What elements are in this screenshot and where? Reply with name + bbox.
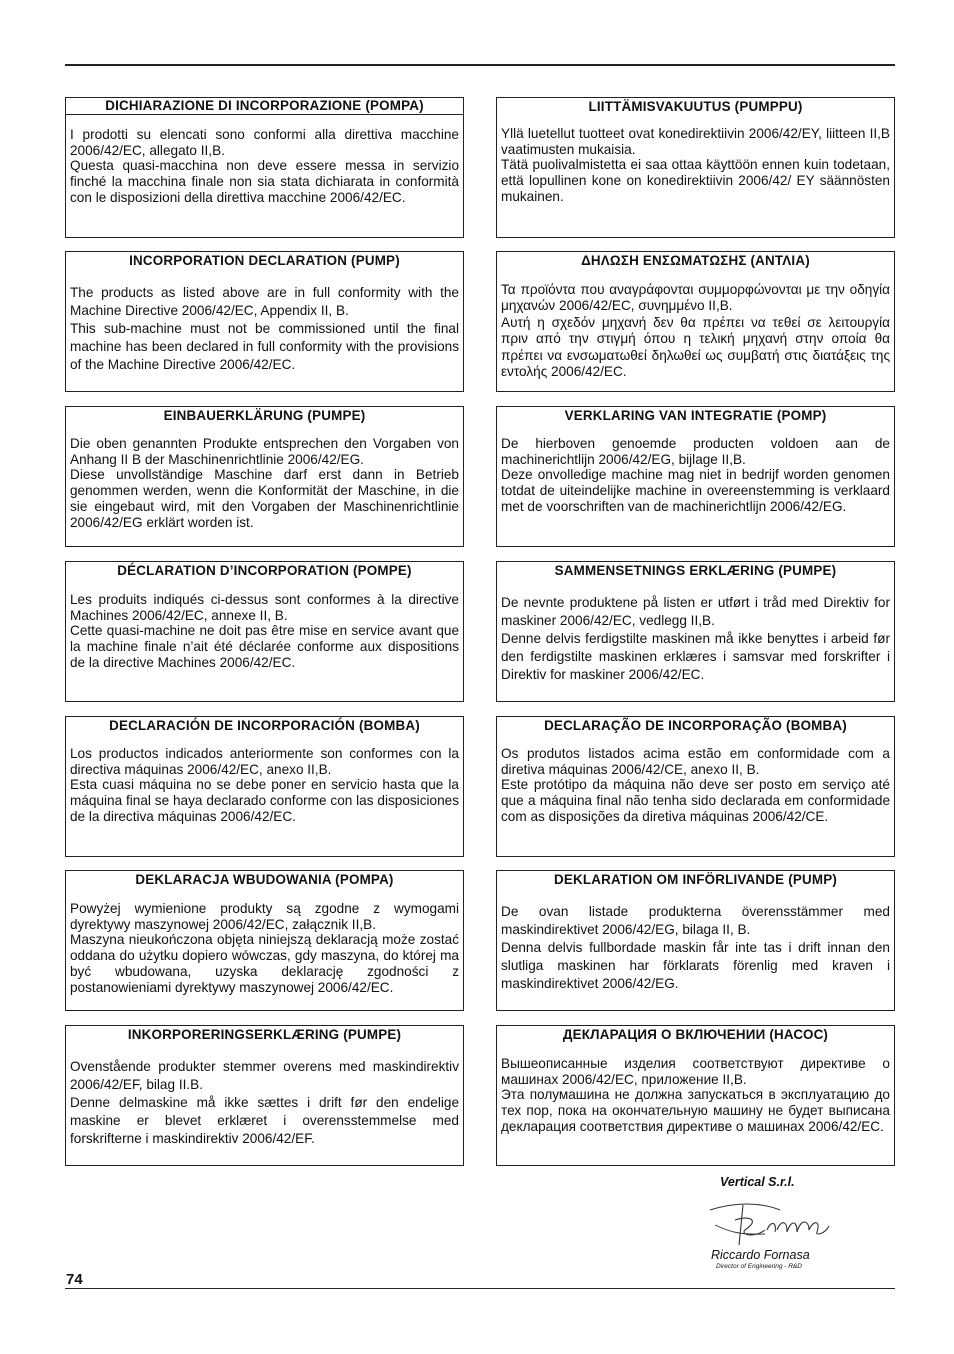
declaration-paragraph: Esta cuasi máquina no se debe poner en servicio hasta que la máquina final se haya declarado conforme con las disposiciones de la directiva máquinas 2006/42/EC. — [70, 777, 459, 824]
declaration-paragraph: Maszyna nieukończona objęta niniejszą deklaracją może zostać oddana do użytku dopiero wówczas, gdy maszyna, do której ma być wbudowana, uzyska deklarację zgodności z postanowieniami dyrektywy maszynowej 2006/42/EC. — [70, 932, 459, 995]
declaration-title: SAMMENSETNINGS ERKLÆRING (PUMPE) — [554, 563, 837, 578]
declaration-paragraph: Die oben genannten Produkte entsprechen den Vorgaben von Anhang II B der Maschinenrichtlinie 2006/42/EG. — [70, 436, 459, 467]
declaration-body — [501, 126, 890, 205]
declaration-box-fr — [65, 561, 464, 702]
declaration-paragraph: The products as listed above are in full conformity with the Machine Directive 2006/42/EC, Appendix II, B. — [70, 285, 459, 318]
declaration-paragraph: Эта полумашина не должна запускаться в эксплуатацию до тех пор, пока на окончательную машину не будет выписана декларация соответствия директиве о машинах 2006/42/EC. — [501, 1087, 890, 1134]
declaration-paragraph: Tätä puolivalmistetta ei saa ottaa käyttöön ennen kuin todetaan, että lopullinen kone on konedirektiivin 2006/42/ EY säännösten mukainen. — [501, 157, 890, 204]
declaration-paragraph: Τα προϊόντα που αναγράφονται συμμορφώνονται με την οδηγία μηχανών 2006/42/EC, συνημμένο II,B. — [501, 282, 890, 314]
signatory-role: Director of Engineering - R&D — [716, 1263, 802, 1270]
declaration-paragraph: Denne delvis ferdigstilte maskinen må ikke benyttes i arbeid før den ferdigstilte maskinen erklæres i samsvar med forskrifter i Direktiv for maskiner 2006/42/EC. — [501, 631, 890, 682]
declaration-paragraph: Cette quasi-machine ne doit pas être mise en service avant que la machine finale n’ait été déclarée conforme aux dispositions de la directive Machines 2006/42/EC. — [70, 623, 459, 670]
declaration-body — [501, 594, 890, 684]
declaration-body — [70, 1058, 459, 1148]
declaration-body — [70, 746, 459, 825]
signatory-name: Riccardo Fornasa — [711, 1248, 810, 1262]
declaration-box-pt — [496, 716, 895, 857]
declaration-paragraph: De hierboven genoemde producten voldoen aan de machinerichtlijn 2006/42/EG, bijlage II,B. — [501, 436, 890, 467]
declaration-title: DÉCLARATION D’INCORPORATION (POMPE) — [117, 563, 412, 578]
declaration-title: ДЕКЛАРАЦИЯ О ВКЛЮЧЕНИИ (НАСОС) — [562, 1027, 829, 1042]
declaration-title: DECLARAÇÃO DE INCORPORAÇÃO (BOMBA) — [544, 718, 847, 733]
declaration-box-es — [65, 716, 464, 857]
declaration-title: INKORPORERINGSERKLÆRING (PUMPE) — [127, 1027, 402, 1042]
declaration-body — [501, 282, 890, 380]
declaration-title: VERKLARING VAN INTEGRATIE (POMP) — [564, 408, 827, 423]
declaration-paragraph: Este protótipo da máquina não deve ser posto em serviço até que a máquina final não tenha sido declarada em conformidade com as disposições da diretiva máquinas 2006/42/CE. — [501, 777, 890, 824]
declaration-body — [70, 592, 459, 671]
signature-block — [700, 1175, 840, 1275]
declaration-paragraph: Αυτή η σχεδόν μηχανή δεν θα πρέπει να τεθεί σε λειτουργία πριν από την στιγμή όπου η τελική μηχανή στην οποία θα πρέπει να ενσωματωθεί δηλωθεί ως συμβατή στις διατάξεις της εντολής 2006/42/EC. — [501, 314, 890, 380]
declaration-body — [70, 284, 459, 374]
declaration-paragraph: Los productos indicados anteriormente son conformes con la directiva máquinas 2006/42/EC, anexo II,B. — [70, 746, 459, 777]
declaration-body — [70, 127, 459, 206]
declaration-paragraph: Ovenstående produkter stemmer overens med maskindirektiv 2006/42/EF, bilag II.B. — [70, 1059, 459, 1092]
declaration-body — [70, 436, 459, 530]
declaration-paragraph: Les produits indiqués ci-dessus sont conformes à la directive Machines 2006/42/EC, annexe II, B. — [70, 592, 459, 623]
declaration-paragraph: Diese unvollständige Maschine darf erst dann in Betrieb genommen werden, wenn die Konformität der Maschine, in die sie eingebaut wird, mit den Vorgaben der Maschinenrichtlinie 2006/42/EG erklärt worden ist. — [70, 467, 459, 530]
company-name: Vertical S.r.l. — [720, 1175, 795, 1189]
declaration-box-no — [496, 561, 895, 702]
declaration-title: DEKLARATION OM INFÖRLIVANDE (PUMP) — [553, 872, 838, 887]
declaration-box-el — [496, 251, 895, 392]
declaration-paragraph: Deze onvolledige machine mag niet in bedrijf worden genomen totdat de uiteindelijke machine in overeenstemming is verklaard met de voorschriften van de machinerichtlijn 2006/42/EG. — [501, 467, 890, 514]
top-rule — [65, 64, 895, 66]
declaration-paragraph: I prodotti su elencati sono conformi alla direttiva macchine 2006/42/EC, allegato II,B. — [70, 127, 459, 158]
declaration-paragraph: This sub-machine must not be commissioned until the final machine has been declared in full conformity with the provisions of the Machine Directive 2006/42/EC. — [70, 321, 459, 372]
declaration-paragraph: Questa quasi-macchina non deve essere messa in servizio finché la macchina finale non sia stata dichiarata in conformità con le disposizioni della direttiva macchine 2006/42/EC. — [70, 158, 459, 205]
declaration-title: LIITTÄMISVAKUUTUS (PUMPPU) — [588, 99, 803, 114]
declaration-box-nl — [496, 406, 895, 547]
declaration-paragraph: Powyżej wymienione produkty są zgodne z wymogami dyrektywy maszynowej 2006/42/EC, załącznik II,B. — [70, 901, 459, 932]
declaration-paragraph: Denna delvis fullbordade maskin får inte tas i drift innan den slutliga maskinen har förklarats förenlig med kraven i maskindirektivet 2006/42/EG. — [501, 940, 890, 991]
declaration-title: INCORPORATION DECLARATION (PUMP) — [129, 253, 400, 268]
declaration-box-pl — [65, 870, 464, 1011]
declaration-box-it — [65, 97, 464, 238]
declaration-paragraph: Denne delmaskine må ikke sættes i drift før den endelige maskine er blevet erklæret i overensstemmelse med forskrifterne i maskindirektiv 2006/42/EF. — [70, 1095, 459, 1146]
declaration-body — [501, 903, 890, 993]
bottom-rule — [65, 1288, 895, 1289]
declaration-box-sv — [496, 870, 895, 1011]
declaration-box-en — [65, 251, 464, 392]
declaration-box-fi — [496, 97, 895, 238]
declaration-title: DICHIARAZIONE DI INCORPORAZIONE (POMPA) — [66, 98, 463, 115]
declaration-body — [70, 901, 459, 995]
declaration-paragraph: De nevnte produktene på listen er utført i tråd med Direktiv for maskiner 2006/42/EC, vedlegg II,B. — [501, 595, 890, 628]
page-number: 74 — [66, 1271, 83, 1288]
declaration-title: EINBAUERKLÄRUNG (PUMPE) — [163, 408, 366, 423]
declaration-title: ΔΗΛΩΣΗ ΕΝΣΩΜΑΤΩΣΗΣ (ΑΝΤΛΙΑ) — [581, 253, 810, 268]
declaration-title: DEKLARACJA WBUDOWANIA (POMPA) — [135, 872, 394, 887]
handwritten-signature — [705, 1190, 835, 1250]
declaration-box-ru — [496, 1025, 895, 1166]
declaration-body — [501, 436, 890, 515]
declaration-box-da — [65, 1025, 464, 1166]
declaration-paragraph: Yllä luetellut tuotteet ovat konedirektiivin 2006/42/EY, liitteen II,B vaatimusten mukaisia. — [501, 126, 890, 157]
declaration-paragraph: Os produtos listados acima estão em conformidade com a diretiva máquinas 2006/42/CE, anexo II, B. — [501, 746, 890, 777]
declaration-paragraph: De ovan listade produkterna överensstämmer med maskindirektivet 2006/42/EG, bilaga II, B. — [501, 904, 890, 937]
declaration-body — [501, 746, 890, 825]
declaration-box-de — [65, 406, 464, 547]
declaration-body — [501, 1056, 890, 1135]
declaration-title: DECLARACIÓN DE INCORPORACIÓN (BOMBA) — [109, 718, 420, 733]
declaration-paragraph: Вышеописанные изделия соответствуют директиве о машинах 2006/42/EC, приложение II,B. — [501, 1056, 890, 1087]
